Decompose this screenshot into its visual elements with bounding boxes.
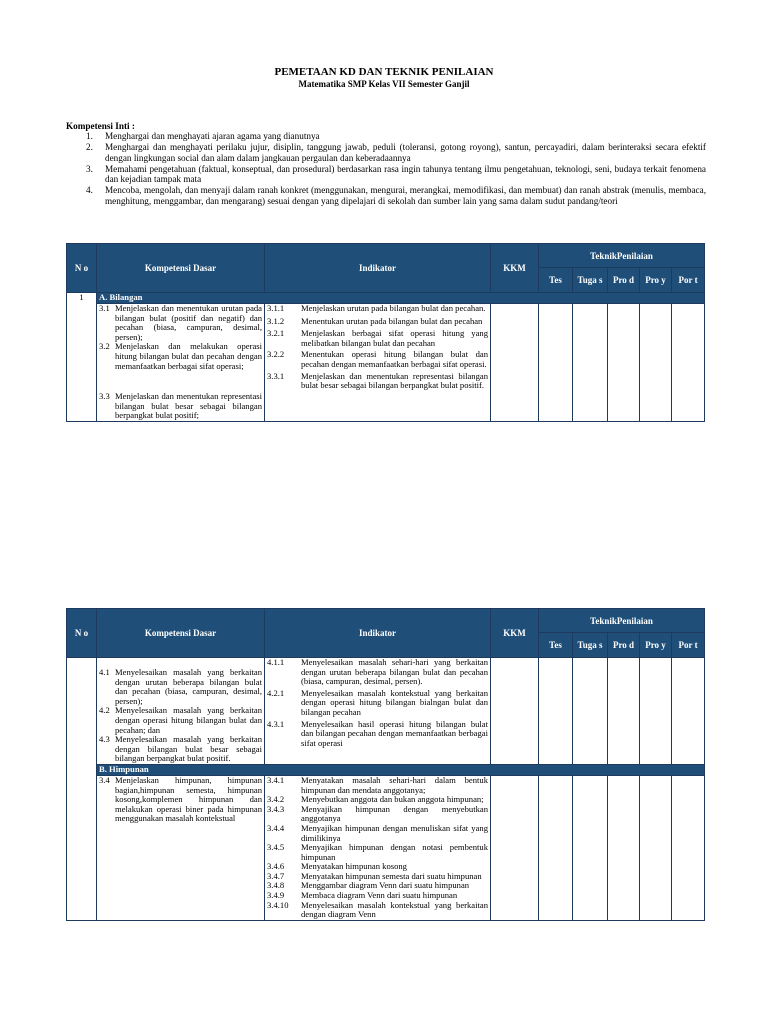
header-tes: Tes — [539, 268, 573, 293]
prod-cell — [608, 304, 640, 422]
header-teknik-penilaian: TeknikPenilaian — [539, 244, 705, 268]
ki-item-text: Menghargai dan menghayati perilaku jujur, disiplin, tanggung jawab, peduli (toleransi, gotong royong), santun, percayadiri, dalam berinteraksi secara efektif dengan lingkungan social dan alam dalam jangkauan pergaulan dan keberadaannya — [105, 142, 706, 163]
indikator-text: Menjelaskan dan menentukan representasi bilangan bulat besar sebagai bilangan berpangkat bulat positif. — [301, 370, 488, 391]
row-number — [67, 658, 97, 921]
kd-table-1 — [66, 243, 705, 422]
port-cell — [672, 775, 705, 920]
prod-cell — [608, 775, 640, 920]
indikator-item — [267, 843, 488, 862]
indikator-number: 3.4.6 — [267, 861, 285, 872]
ki-item-number: 4. — [86, 185, 93, 195]
header-no: N o — [67, 609, 97, 658]
ki-item — [86, 142, 706, 163]
indikator-text: Menyajikan himpunan dengan menuliskan sifat yang dimilikinya — [301, 822, 488, 843]
indikator-item — [267, 689, 488, 718]
indikator-item — [267, 658, 488, 687]
header-proy: Pro y — [640, 633, 672, 658]
kd-item — [99, 668, 262, 706]
header-indikator: Indikator — [265, 609, 491, 658]
indikator-text: Menyatakan himpunan kosong — [301, 861, 407, 872]
indikator-text: Menyajikan himpunan dengan notasi pembentuk himpunan — [301, 842, 488, 862]
proy-cell — [640, 775, 672, 920]
indikator-text: Membaca diagram Venn dari suatu himpunan — [301, 890, 458, 901]
kompetensi-inti-heading: Kompetensi Inti : — [66, 121, 135, 131]
kd-text: Menyelesaikan masalah yang berkaitan dengan urutan beberapa bilangan bulat dan pecahan (biasa, campuran, desimal, persen); — [115, 667, 262, 706]
indikator-number: 3.1.2 — [267, 315, 285, 326]
header-kompetensi-dasar: Kompetensi Dasar — [97, 244, 265, 293]
kd-text: Menjelaskan dan menentukan representasi bilangan bulat besar sebagai bilangan berpangkat bulat positif; — [115, 391, 262, 421]
header-proy: Pro y — [640, 268, 672, 293]
header-prod: Pro d — [608, 268, 640, 293]
indikator-number: 3.4.8 — [267, 880, 285, 891]
indikator-item — [267, 776, 488, 795]
indikator-item — [267, 317, 488, 327]
indikator-text: Menyelesaikan masalah kontekstual yang berkaitan dengan diagram Venn — [301, 899, 488, 920]
kd-text: Menjelaskan dan menentukan urutan pada bilangan bulat (positif dan negatif) dan pecahan (biasa, campuran, desimal, persen); — [115, 303, 262, 342]
kkm-cell — [491, 658, 539, 765]
tugas-cell — [573, 304, 608, 422]
kd-number: 3.1 — [99, 303, 110, 313]
indikator-text: Menyelesaikan hasil operasi hitung bilangan bulat dan bilangan pecahan dengan memanfaatkan berbagai sifat operasi — [301, 718, 488, 748]
kd-item — [99, 706, 262, 735]
kkm-cell — [491, 775, 539, 920]
ki-item-text: Memahami pengetahuan (faktual, konseptual, dan prosedural) berdasarkan rasa ingin tahunya tentang ilmu pengetahuan, teknologi, seni, budaya terkait fenomena dan kejadian tampak mata — [105, 163, 706, 184]
prod-cell — [608, 658, 640, 765]
header-tugas: Tuga s — [573, 633, 608, 658]
tes-cell — [539, 304, 573, 422]
header-tes: Tes — [539, 633, 573, 658]
kd-text: Menjelaskan himpunan, himpunan bagian,himpunan semesta, himpunan kosong,komplemen himpunan dan melakukan operasi biner pada himpunan menggunakan masalah kontekstual — [115, 774, 262, 824]
indikator-cell — [265, 775, 491, 920]
header-kkm: KKM — [491, 609, 539, 658]
indikator-number: 3.4.7 — [267, 870, 285, 881]
kd-number: 3.4 — [99, 774, 110, 785]
kd-item — [99, 304, 262, 342]
indikator-number: 4.3.1 — [267, 718, 285, 729]
indikator-cell — [265, 658, 491, 765]
ki-item-text: Menghargai dan menghayati ajaran agama yang dianutnya — [105, 131, 320, 141]
indikator-item — [267, 350, 488, 369]
document-title: PEMETAAN KD DAN TEKNIK PENILAIAN — [274, 66, 494, 78]
ki-item — [86, 164, 706, 185]
indikator-item — [267, 901, 488, 920]
indikator-number: 3.4.2 — [267, 794, 285, 805]
tugas-cell — [573, 658, 608, 765]
header-indikator: Indikator — [265, 244, 491, 293]
indikator-item — [267, 824, 488, 843]
port-cell — [672, 658, 705, 765]
indikator-item — [267, 805, 488, 824]
header-prod: Pro d — [608, 633, 640, 658]
kd-text: Menyelesaikan masalah yang berkaitan dengan bilangan bulat besar sebagai bilangan berpangkat bulat positif. — [115, 734, 262, 764]
kkm-cell — [491, 304, 539, 422]
kd-cell — [97, 775, 265, 920]
ki-item-number: 1. — [86, 131, 93, 141]
kd-number: 4.3 — [99, 734, 110, 745]
indikator-text: Menyebutkan anggota dan bukan anggota himpunan; — [301, 794, 484, 805]
kd-item — [99, 342, 262, 371]
section-title: B. Himpunan — [97, 764, 705, 775]
indikator-text: Menyelesaikan masalah sehari-hari yang berkaitan dengan urutan beberapa bilangan bulat dan pecahan (biasa, campuran, desimal, persen). — [301, 657, 488, 687]
header-no: N o — [67, 244, 97, 293]
indikator-text: Menggambar diagram Venn dari suatu himpunan — [301, 880, 470, 891]
kd-text: Menjelaskan dan melakukan operasi hitung bilangan bulat dan pecahan dengan memanfaatkan berbagai sifat operasi; — [115, 341, 262, 371]
indikator-text: Menentukan operasi hitung bilangan bulat dan pecahan dengan memanfaatkan berbagai sifat operasi. — [301, 349, 488, 369]
kd-number: 4.2 — [99, 705, 110, 716]
document-subtitle: Matematika SMP Kelas VII Semester Ganjil — [298, 79, 470, 89]
indikator-item — [267, 304, 488, 314]
kompetensi-inti-list — [86, 131, 706, 207]
indikator-item — [267, 372, 488, 391]
header-teknik-penilaian: TeknikPenilaian — [539, 609, 705, 633]
indikator-number: 3.2.1 — [267, 328, 285, 339]
indikator-number: 3.3.1 — [267, 370, 285, 381]
proy-cell — [640, 304, 672, 422]
indikator-text: Menyatakan himpunan semesta dari suatu himpunan — [301, 870, 482, 881]
ki-item — [86, 185, 706, 206]
indikator-number: 4.2.1 — [267, 687, 285, 698]
header-tugas: Tuga s — [573, 268, 608, 293]
kd-cell — [97, 304, 265, 422]
indikator-number: 3.4.3 — [267, 803, 285, 814]
indikator-item — [267, 329, 488, 348]
tes-cell — [539, 775, 573, 920]
tes-cell — [539, 658, 573, 765]
indikator-text: Menyatakan masalah sehari-hari dalam bentuk himpunan dan mendata anggotanya; — [301, 774, 488, 795]
kd-text: Menyelesaikan masalah yang berkaitan dengan operasi hitung bilangan bulat dan pecahan; dan — [115, 705, 262, 735]
indikator-text: Menentukan urutan pada bilangan bulat dan pecahan — [301, 315, 483, 326]
ki-item-number: 3. — [86, 163, 93, 174]
header-port: Por t — [672, 268, 705, 293]
indikator-number: 3.4.5 — [267, 842, 285, 853]
row-number: 1 — [67, 293, 97, 422]
indikator-number: 3.1.1 — [267, 303, 285, 313]
header-port: Por t — [672, 633, 705, 658]
indikator-text: Menjelaskan urutan pada bilangan bulat dan pecahan. — [301, 303, 486, 313]
kd-cell — [97, 658, 265, 765]
kd-number: 3.2 — [99, 341, 110, 352]
indikator-text: Menyelesaikan masalah kontekstual yang berkaitan dengan operasi hitung bilangan bialngan bulat dan bilangan pecahan — [301, 687, 488, 717]
kd-number: 4.1 — [99, 667, 110, 677]
port-cell — [672, 304, 705, 422]
indikator-number: 3.4.10 — [267, 899, 289, 910]
section-title: A. Bilangan — [97, 293, 705, 304]
kd-item — [99, 392, 262, 421]
kd-item — [99, 735, 262, 764]
indikator-cell — [265, 304, 491, 422]
header-kkm: KKM — [491, 244, 539, 293]
indikator-number: 3.4.1 — [267, 774, 285, 785]
ki-item — [86, 131, 706, 142]
kd-number: 3.3 — [99, 391, 110, 402]
proy-cell — [640, 658, 672, 765]
indikator-number: 3.4.4 — [267, 822, 285, 833]
ki-item-number: 2. — [86, 142, 93, 152]
indikator-text: Menjelaskan berbagai sifat operasi hitung yang melibatkan bilangan bulat dan pecahan — [301, 328, 488, 348]
ki-item-text: Mencoba, mengolah, dan menyaji dalam ranah konkret (menggunakan, mengurai, merangkai, memodifikasi, dan membuat) dan ranah abstrak (menulis, membaca, menghitung, menggambar, dan mengarang) sesuai dengan yang dipelajari di sekolah dan sumber lain yang sama dalam sudut pandang/teori — [105, 185, 706, 206]
indikator-number: 3.4.9 — [267, 890, 285, 901]
tugas-cell — [573, 775, 608, 920]
indikator-item — [267, 720, 488, 749]
kd-table-2 — [66, 608, 705, 921]
indikator-text: Menyajikan himpunan dengan menyebutkan anggotanya — [301, 803, 488, 824]
indikator-number: 4.1.1 — [267, 657, 285, 667]
kd-item — [99, 776, 262, 824]
header-kompetensi-dasar: Kompetensi Dasar — [97, 609, 265, 658]
indikator-number: 3.2.2 — [267, 349, 285, 360]
